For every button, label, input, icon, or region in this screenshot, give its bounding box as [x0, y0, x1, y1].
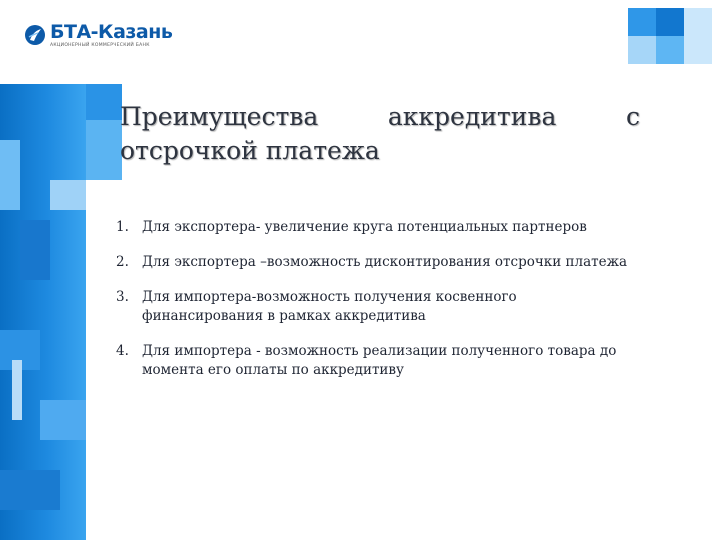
decor-square [20, 220, 50, 280]
list-item-number: 2. [116, 254, 129, 270]
list-item-number: 1. [116, 219, 129, 235]
list-item-text: Для экспортера –возможность дисконтирования отсрочки платежа [142, 254, 628, 270]
logo-text [50, 22, 172, 48]
decor-square [0, 470, 60, 510]
title-line-1 [120, 100, 640, 134]
list-item-number: 4. [116, 343, 129, 359]
list-item-text: Для экспортера- увеличение круга потенциальных партнеров [142, 219, 587, 235]
list-item [116, 218, 636, 237]
top-right-decor-square [656, 8, 684, 36]
decor-square [0, 140, 20, 210]
logo-name: БТА-Казань [50, 21, 173, 43]
list-item [116, 342, 636, 380]
bank-emblem-icon [24, 23, 46, 47]
list-item [116, 288, 636, 326]
title-word: аккредитива [387, 102, 557, 131]
title-word: Преимущества [120, 102, 319, 131]
decor-square [86, 84, 122, 120]
top-right-decor-square [628, 36, 656, 64]
decor-square [50, 180, 86, 210]
bank-logo [24, 22, 172, 48]
top-right-decor-square [656, 36, 684, 64]
logo-subtitle: АКЦИОНЕРНЫЙ КОММЕРЧЕСКИЙ БАНК [50, 43, 150, 48]
list-item-number: 3. [116, 289, 129, 305]
advantages-list [116, 218, 636, 396]
top-right-decor-square [684, 8, 712, 64]
list-item-text: Для импортера - возможность реализации полученного товара до момента его оплаты по аккредитиву [142, 343, 617, 378]
title-line-2: отсрочкой платежа [120, 136, 380, 165]
decor-square [86, 120, 122, 180]
slide-title [120, 100, 640, 168]
decor-square [12, 360, 22, 420]
list-item-text: Для импортера-возможность получения косвенного финансирования в рамках аккредитива [142, 289, 517, 324]
title-word: с [625, 102, 640, 131]
top-right-decor-square [628, 8, 656, 36]
decor-square [40, 400, 86, 440]
list-item [116, 253, 636, 272]
